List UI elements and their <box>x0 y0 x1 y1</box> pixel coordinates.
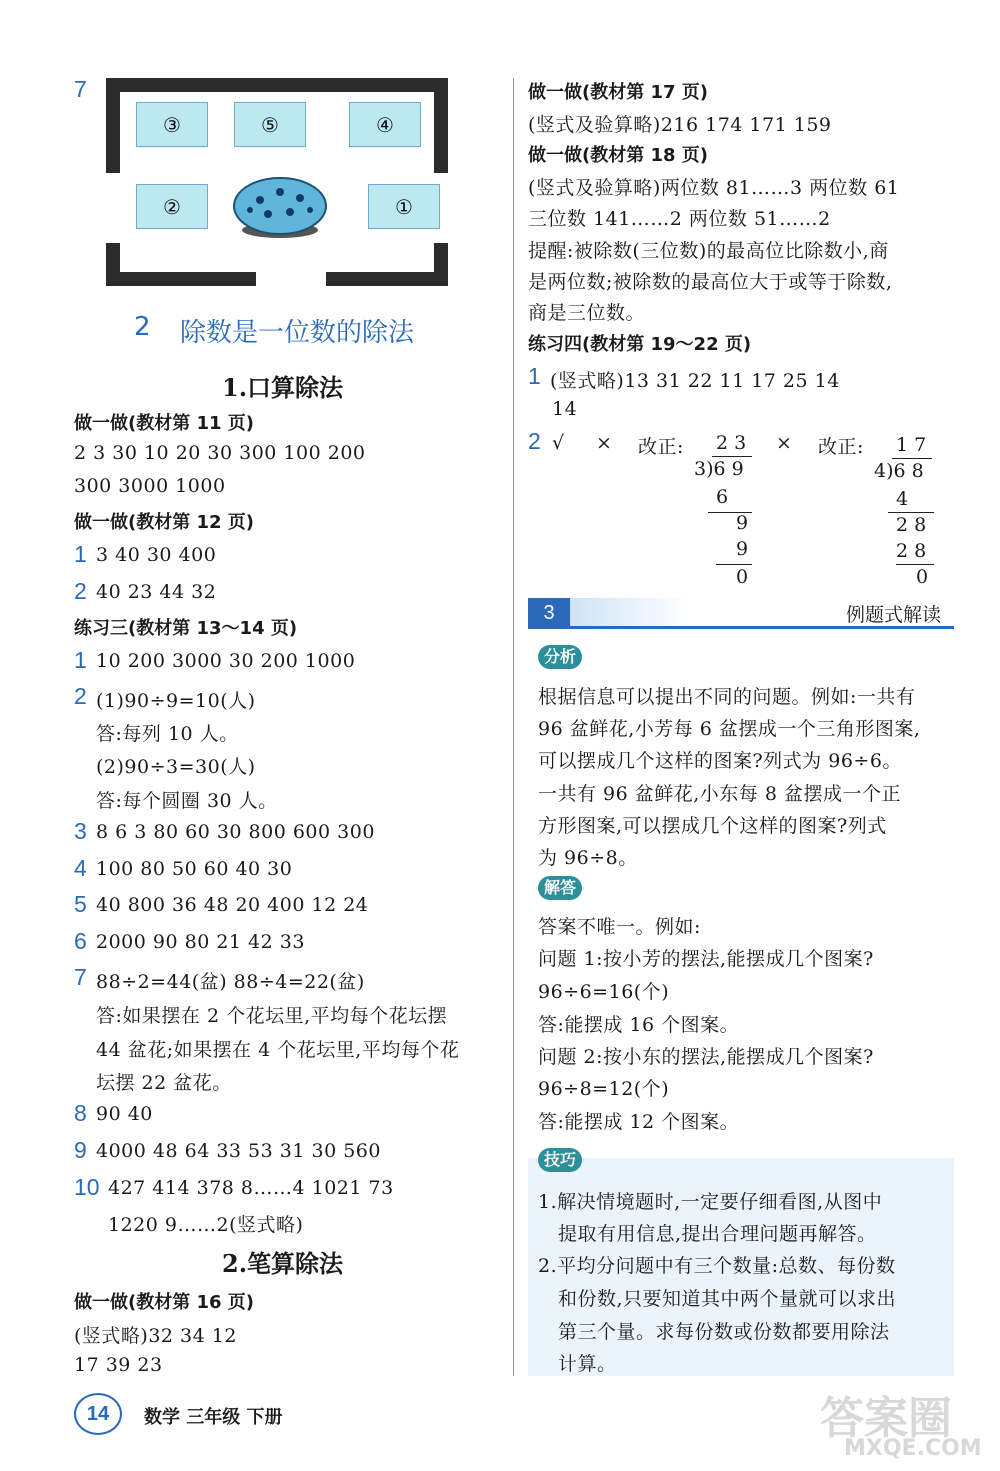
problem-number: 7 <box>74 76 87 102</box>
analysis-line: 为 96÷8。 <box>538 847 638 869</box>
answer-line: 40 800 36 48 20 400 12 24 <box>96 894 369 916</box>
answer-line: 427 414 378 8……4 1021 73 <box>108 1177 394 1199</box>
check-mark: √ <box>552 432 565 454</box>
watermark-logo: 答案圈 <box>820 1393 952 1444</box>
answer-line: 2 3 30 10 20 30 300 100 200 <box>74 442 366 464</box>
answer-tag: 解答 <box>538 876 582 900</box>
answer-line: 2000 90 80 21 42 33 <box>96 931 305 953</box>
heading-p17: 做一做(教材第 17 页) <box>528 82 709 103</box>
answer-line: 40 23 44 32 <box>96 581 217 603</box>
heading-p16: 做一做(教材第 16 页) <box>74 1292 255 1313</box>
analysis-line: 可以摆成几个这样的图案?列式为 96÷6。 <box>538 750 902 772</box>
skill-tag: 技巧 <box>538 1148 582 1172</box>
problem-number: 8 <box>74 1100 87 1126</box>
skill-line: 第三个量。求每份数或份数都要用除法 <box>558 1321 890 1343</box>
problem-number: 4 <box>74 855 87 881</box>
chapter-title: 除数是一位数的除法 <box>180 318 415 348</box>
answer-line: 300 3000 1000 <box>74 475 226 497</box>
analysis-line: 方形图案,可以摆成几个这样的图案?列式 <box>538 815 887 837</box>
answer-line: 答:如果摆在 2 个花坛里,平均每个花坛摆 <box>96 1005 448 1027</box>
analysis-line: 一共有 96 盆鲜花,小东每 8 盆摆成一个正 <box>538 783 901 805</box>
correction-label: 改正: <box>638 436 684 458</box>
heading-p18: 做一做(教材第 18 页) <box>528 145 709 166</box>
section-title-2: 2.笔算除法 <box>222 1249 344 1278</box>
watermark-url: MXQE.COM <box>844 1436 982 1461</box>
solution-line: 答:能摆成 16 个图案。 <box>538 1014 740 1036</box>
answer-line: 88÷2=44(盆) 88÷4=22(盆) <box>96 971 365 993</box>
heading-p12: 做一做(教材第 12 页) <box>74 512 255 533</box>
problem-number: 2 <box>74 578 87 604</box>
answer-line: 1220 9……2(竖式略) <box>108 1214 304 1236</box>
answer-line: (1)90÷9=10(人) <box>96 690 256 712</box>
answer-line: (竖式及验算略)216 174 171 159 <box>528 114 832 136</box>
heading-exercise4: 练习四(教材第 19～22 页) <box>528 334 752 355</box>
answer-line: (竖式略)13 31 22 11 17 25 14 <box>550 370 840 392</box>
skill-line: 2.平均分问题中有三个数量:总数、每份数 <box>538 1255 896 1277</box>
tip-line: 是两位数;被除数的最高位大于或等于除数, <box>528 271 893 293</box>
solution-line: 96÷6=16(个) <box>538 981 670 1003</box>
skill-line: 提取有用信息,提出合理问题再解答。 <box>558 1223 877 1245</box>
skill-line: 和份数,只要知道其中两个量就可以求出 <box>558 1288 897 1310</box>
analysis-tag: 分析 <box>538 645 582 669</box>
section-title-1: 1.口算除法 <box>222 373 344 402</box>
problem-number: 9 <box>74 1137 87 1163</box>
problem-number: 2 <box>74 683 87 709</box>
answer-line: 14 <box>552 398 578 420</box>
central-flowerbed-icon <box>230 170 330 242</box>
answer-line: 90 40 <box>96 1103 153 1125</box>
answer-line: 100 80 50 60 40 30 <box>96 858 293 880</box>
answer-line: 答:每列 10 人。 <box>96 723 239 745</box>
problem-number: 6 <box>74 928 87 954</box>
tip-line: 提醒:被除数(三位数)的最高位比除数小,商 <box>528 240 889 262</box>
chapter-number: 2 <box>134 312 151 342</box>
correction-label: 改正: <box>818 436 864 458</box>
skill-line: 计算。 <box>558 1353 617 1375</box>
answer-line: 8 6 3 80 60 30 800 600 300 <box>96 821 375 843</box>
problem-number: 1 <box>74 647 87 673</box>
answer-line: 4000 48 64 33 53 31 30 560 <box>96 1140 381 1162</box>
skill-line: 1.解决情境题时,一定要仔细看图,从图中 <box>538 1191 883 1213</box>
solution-line: 96÷8=12(个) <box>538 1078 670 1100</box>
problem-number: 5 <box>74 891 87 917</box>
analysis-line: 96 盆鲜花,小芳每 6 盆摆成一个三角形图案, <box>538 718 921 740</box>
analysis-line: 根据信息可以提出不同的问题。例如:一共有 <box>538 686 916 708</box>
pot-5: ⑤ <box>234 102 306 147</box>
heading-p11: 做一做(教材第 11 页) <box>74 413 255 434</box>
pot-3: ③ <box>136 102 208 147</box>
answer-line: 10 200 3000 30 200 1000 <box>96 650 356 672</box>
cross-mark: × <box>776 432 793 454</box>
tip-line: 商是三位数。 <box>528 302 646 324</box>
problem-number: 7 <box>74 964 87 990</box>
answer-line: (竖式及验算略)两位数 81……3 两位数 61 <box>528 177 900 199</box>
answer-line: 三位数 141……2 两位数 51……2 <box>528 208 831 230</box>
solution-line: 问题 2:按小东的摆法,能摆成几个图案? <box>538 1046 874 1068</box>
answer-line: 坛摆 22 盆花。 <box>96 1072 232 1094</box>
problem-number: 2 <box>528 428 541 454</box>
pot-2: ② <box>136 184 208 229</box>
flowerbed-diagram <box>106 78 448 286</box>
problem-number: 1 <box>528 363 541 389</box>
answer-line: (竖式略)32 34 12 <box>74 1325 237 1347</box>
cross-mark: × <box>596 432 613 454</box>
answer-line: 答:每个圆圈 30 人。 <box>96 790 278 812</box>
problem-number: 3 <box>74 818 87 844</box>
answer-line: (2)90÷3=30(人) <box>96 756 256 778</box>
problem-number: 10 <box>74 1174 100 1200</box>
page-number: 14 <box>74 1393 122 1435</box>
solution-line: 问题 1:按小芳的摆法,能摆成几个图案? <box>538 948 874 970</box>
section-3-rule <box>528 626 954 629</box>
heading-exercise3: 练习三(教材第 13～14 页) <box>74 618 298 639</box>
book-title: 数学 三年级 下册 <box>144 1407 283 1428</box>
answer-line: 3 40 30 400 <box>96 544 217 566</box>
solution-line: 答:能摆成 12 个图案。 <box>538 1111 740 1133</box>
section-3-badge: 3 <box>528 598 570 628</box>
column-divider <box>513 78 514 1376</box>
pot-1: ① <box>368 184 440 229</box>
problem-number: 1 <box>74 541 87 567</box>
solution-line: 答案不唯一。例如: <box>538 916 701 938</box>
answer-line: 17 39 23 <box>74 1354 163 1376</box>
pot-4: ④ <box>349 102 421 147</box>
answer-line: 44 盆花;如果摆在 4 个花坛里,平均每个花 <box>96 1039 460 1061</box>
section-3-title: 例题式解读 <box>846 604 942 626</box>
